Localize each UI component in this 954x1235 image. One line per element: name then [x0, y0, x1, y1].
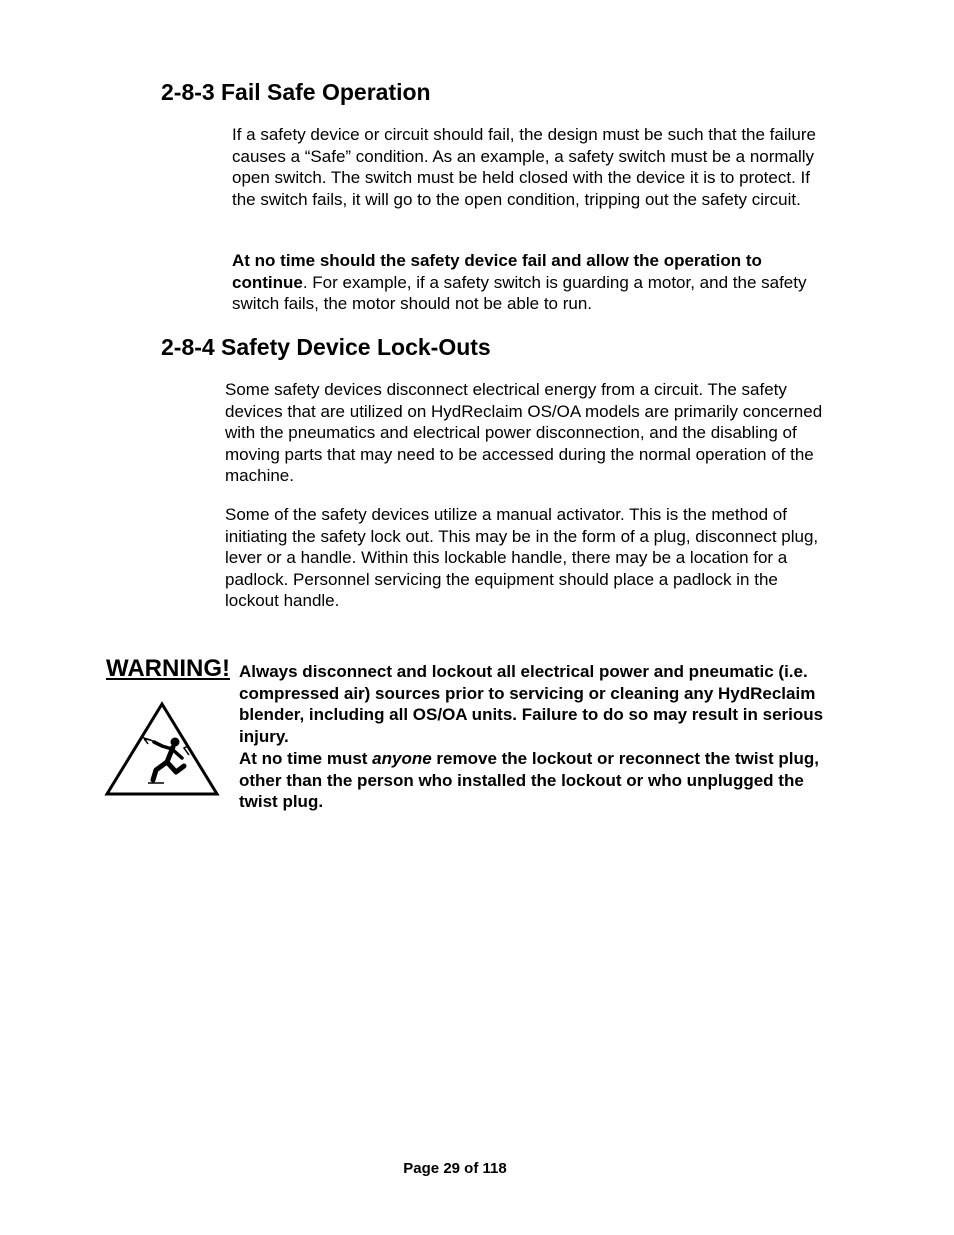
electrical-shock-hazard-icon	[104, 700, 220, 800]
warning-line-2-emphasis: anyone	[372, 748, 432, 768]
warning-label: WARNING!	[106, 655, 230, 682]
warning-line-2-after: remove the lockout or reconnect the twist plug, other than the person who installed the lockout or who unplugged the twist plug.	[239, 748, 819, 812]
warning-line-1: Always disconnect and lockout all electrical power and pneumatic (i.e. compressed air) sources prior to servicing or cleaning any HydReclaim blender, including all OS/OA units. Failure to do so may result in serious injury.	[239, 662, 824, 747]
section-heading-lock-outs	[161, 333, 491, 361]
paragraph-lock-outs-2: Some of the safety devices utilize a manual activator. This is the method of initiating the safety lock out. This may be in the form of a plug, disconnect plug, lever or a handle. Within this lockable handle, there may be a location for a padlock. Personnel servicing the equipment should place a padlock in the lockout handle.	[225, 505, 819, 610]
body-text: . For example, if a safety switch is guarding a motor, and the safety switch fails, the motor should not be able to run.	[232, 272, 807, 313]
page-number: Page 29 of 118	[403, 1160, 507, 1177]
paragraph-fail-safe-2	[232, 250, 832, 315]
section-title: Fail Safe Operation	[221, 79, 431, 105]
section-title: Safety Device Lock-Outs	[221, 334, 491, 360]
section-number: 2-8-3	[161, 79, 215, 105]
section-number: 2-8-4	[161, 334, 215, 360]
warning-text	[239, 661, 839, 813]
page-footer	[0, 1159, 910, 1179]
warning-line-2-before: At no time must	[239, 748, 373, 768]
paragraph-lock-outs-1: Some safety devices disconnect electrical energy from a circuit. The safety devices that are utilized on HydReclaim OS/OA models are primarily concerned with the pneumatics and electrical power disconnection, and the disabling of moving parts that may need to be accessed during the normal operation of the machine.	[225, 380, 823, 485]
section-heading-fail-safe	[161, 78, 431, 106]
emphasis-text: At no time should the safety device fail and allow the operation to continue	[232, 251, 762, 292]
paragraph-fail-safe-1: If a safety device or circuit should fail, the design must be such that the failure causes a “Safe” condition. As an example, a safety switch must be a normally open switch. The switch must be held closed with the device it is to protect. If the switch fails, it will go to the open condition, tripping out the safety circuit.	[232, 125, 816, 209]
